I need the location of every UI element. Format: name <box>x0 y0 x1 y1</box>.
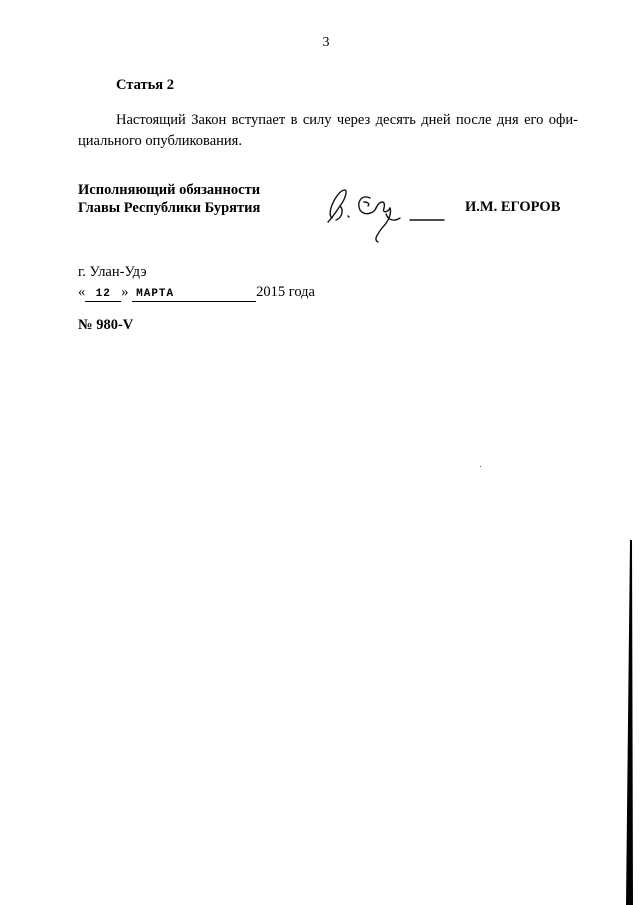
date-close-quote: » <box>121 284 129 300</box>
article-text-line-2: циального опубликования. <box>78 133 242 149</box>
signer-title <box>78 181 260 217</box>
law-number: № 980-V <box>78 317 134 333</box>
article-title: Статья 2 <box>116 77 174 93</box>
scan-speck <box>480 466 481 467</box>
article-body <box>78 110 578 152</box>
signer-title-line-1: Исполняющий обязанности <box>78 182 261 198</box>
scan-edge-shadow <box>625 540 633 905</box>
date-year: 2015 года <box>256 284 315 300</box>
place-of-signing: г. Улан-Удэ <box>78 264 147 280</box>
date-day: 12 <box>85 287 121 302</box>
date-month: МАРТА <box>132 287 256 302</box>
signing-date <box>78 284 315 302</box>
article-text-line-1: Настоящий Закон вступает в силу через десять дней после дня его офи- <box>116 112 578 128</box>
handwritten-signature <box>318 180 448 250</box>
date-open-quote: « <box>78 284 86 300</box>
signer-title-line-2: Главы Республики Бурятия <box>78 200 261 216</box>
signer-name: И.М. ЕГОРОВ <box>465 199 561 215</box>
page-number: 3 <box>322 35 330 50</box>
